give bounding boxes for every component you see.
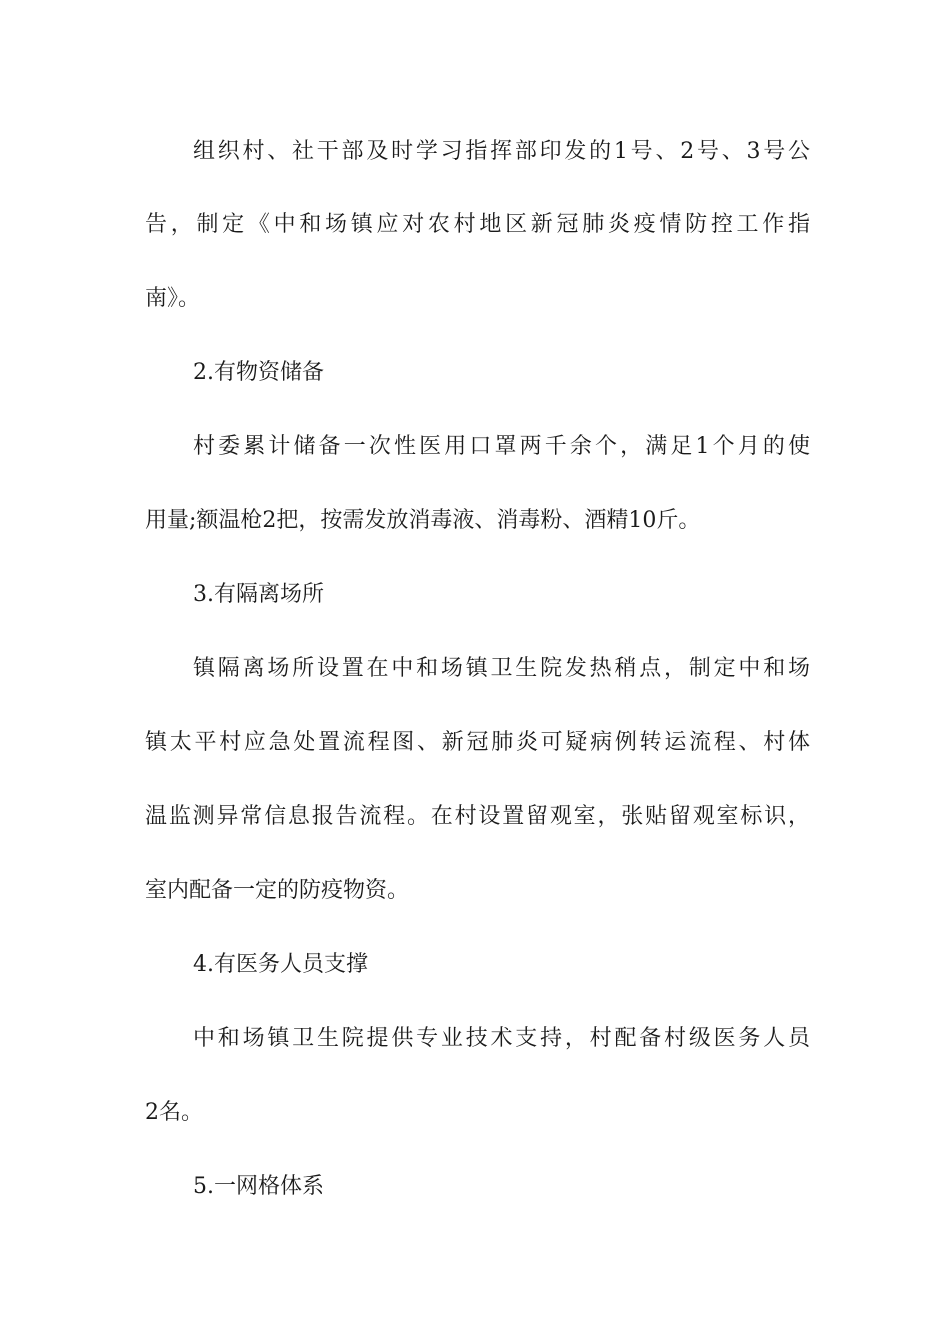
section-heading: 5.一网格体系 — [193, 1174, 324, 1199]
paragraph-line: 镇太平村应急处置流程图、新冠肺炎可疑病例转运流程、村体 — [145, 730, 810, 755]
paragraph-line: 南》。 — [145, 286, 201, 311]
paragraph-line: 镇隔离场所设置在中和场镇卫生院发热稍点，制定中和场 — [193, 656, 810, 681]
paragraph-line: 村委累计储备一次性医用口罩两千余个，满足1个月的使 — [193, 434, 810, 459]
paragraph-line: 用量;额温枪2把，按需发放消毒液、消毒粉、酒精10斤。 — [145, 508, 701, 533]
section-heading: 3.有隔离场所 — [193, 582, 324, 607]
paragraph-line: 温监测异常信息报告流程。在村设置留观室，张贴留观室标识， — [145, 804, 810, 829]
paragraph-line: 中和场镇卫生院提供专业技术支持，村配备村级医务人员 — [193, 1026, 810, 1051]
paragraph-line: 2名。 — [145, 1100, 203, 1125]
section-heading: 2.有物资储备 — [193, 360, 324, 385]
paragraph-line: 告，制定《中和场镇应对农村地区新冠肺炎疫情防控工作指 — [145, 212, 810, 237]
paragraph-line: 组织村、社干部及时学习指挥部印发的1号、2号、3号公 — [193, 139, 810, 164]
section-heading: 4.有医务人员支撑 — [193, 952, 368, 977]
paragraph-line: 室内配备一定的防疫物资。 — [145, 878, 410, 903]
